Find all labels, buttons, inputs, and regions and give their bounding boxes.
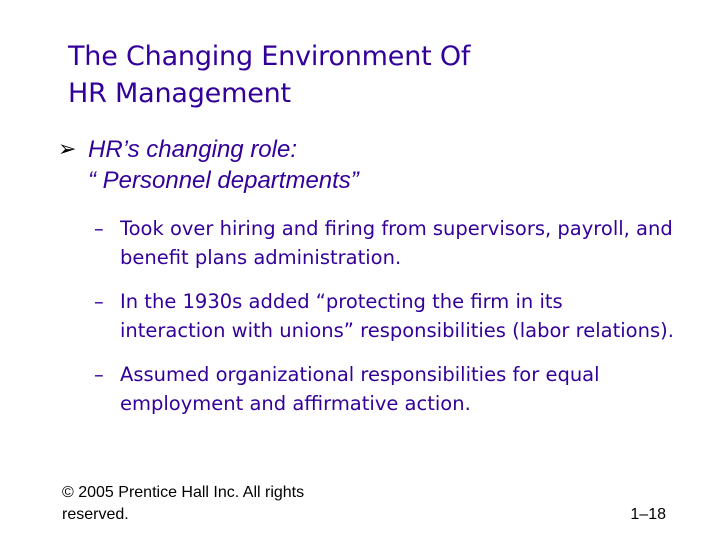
sub-bullet-item: [94, 287, 674, 345]
dash-bullet-icon: –: [94, 217, 104, 240]
main-bullet-line-1: HR’s changing role:: [88, 136, 298, 163]
dash-bullet-icon: –: [94, 290, 104, 313]
dash-bullet-icon: –: [94, 363, 104, 386]
page-number: 1–18: [630, 506, 666, 523]
slide-title-line-2: HR Management: [68, 78, 291, 109]
sub-bullet-item: [94, 360, 674, 418]
sub-bullet-text: In the 1930s added “protecting the firm in its interaction with unions” responsibilities (labor relations).: [120, 290, 674, 342]
sub-bullet-text: Took over hiring and firing from supervisors, payroll, and benefit plans administration.: [120, 217, 673, 269]
sub-bullet-text: Assumed organizational responsibilities for equal employment and affirmative action.: [120, 363, 600, 415]
main-bullet: [58, 134, 678, 196]
slide-title: [68, 38, 668, 112]
sub-bullet-list: [94, 214, 674, 418]
arrow-bullet-icon: ➢: [58, 137, 77, 162]
slide-title-line-1: The Changing Environment Of: [68, 41, 471, 72]
copyright-notice: © 2005 Prentice Hall Inc. All rights reserved.: [62, 484, 305, 523]
sub-bullet-item: [94, 214, 674, 272]
main-bullet-line-2: “ Personnel departments”: [88, 167, 359, 194]
